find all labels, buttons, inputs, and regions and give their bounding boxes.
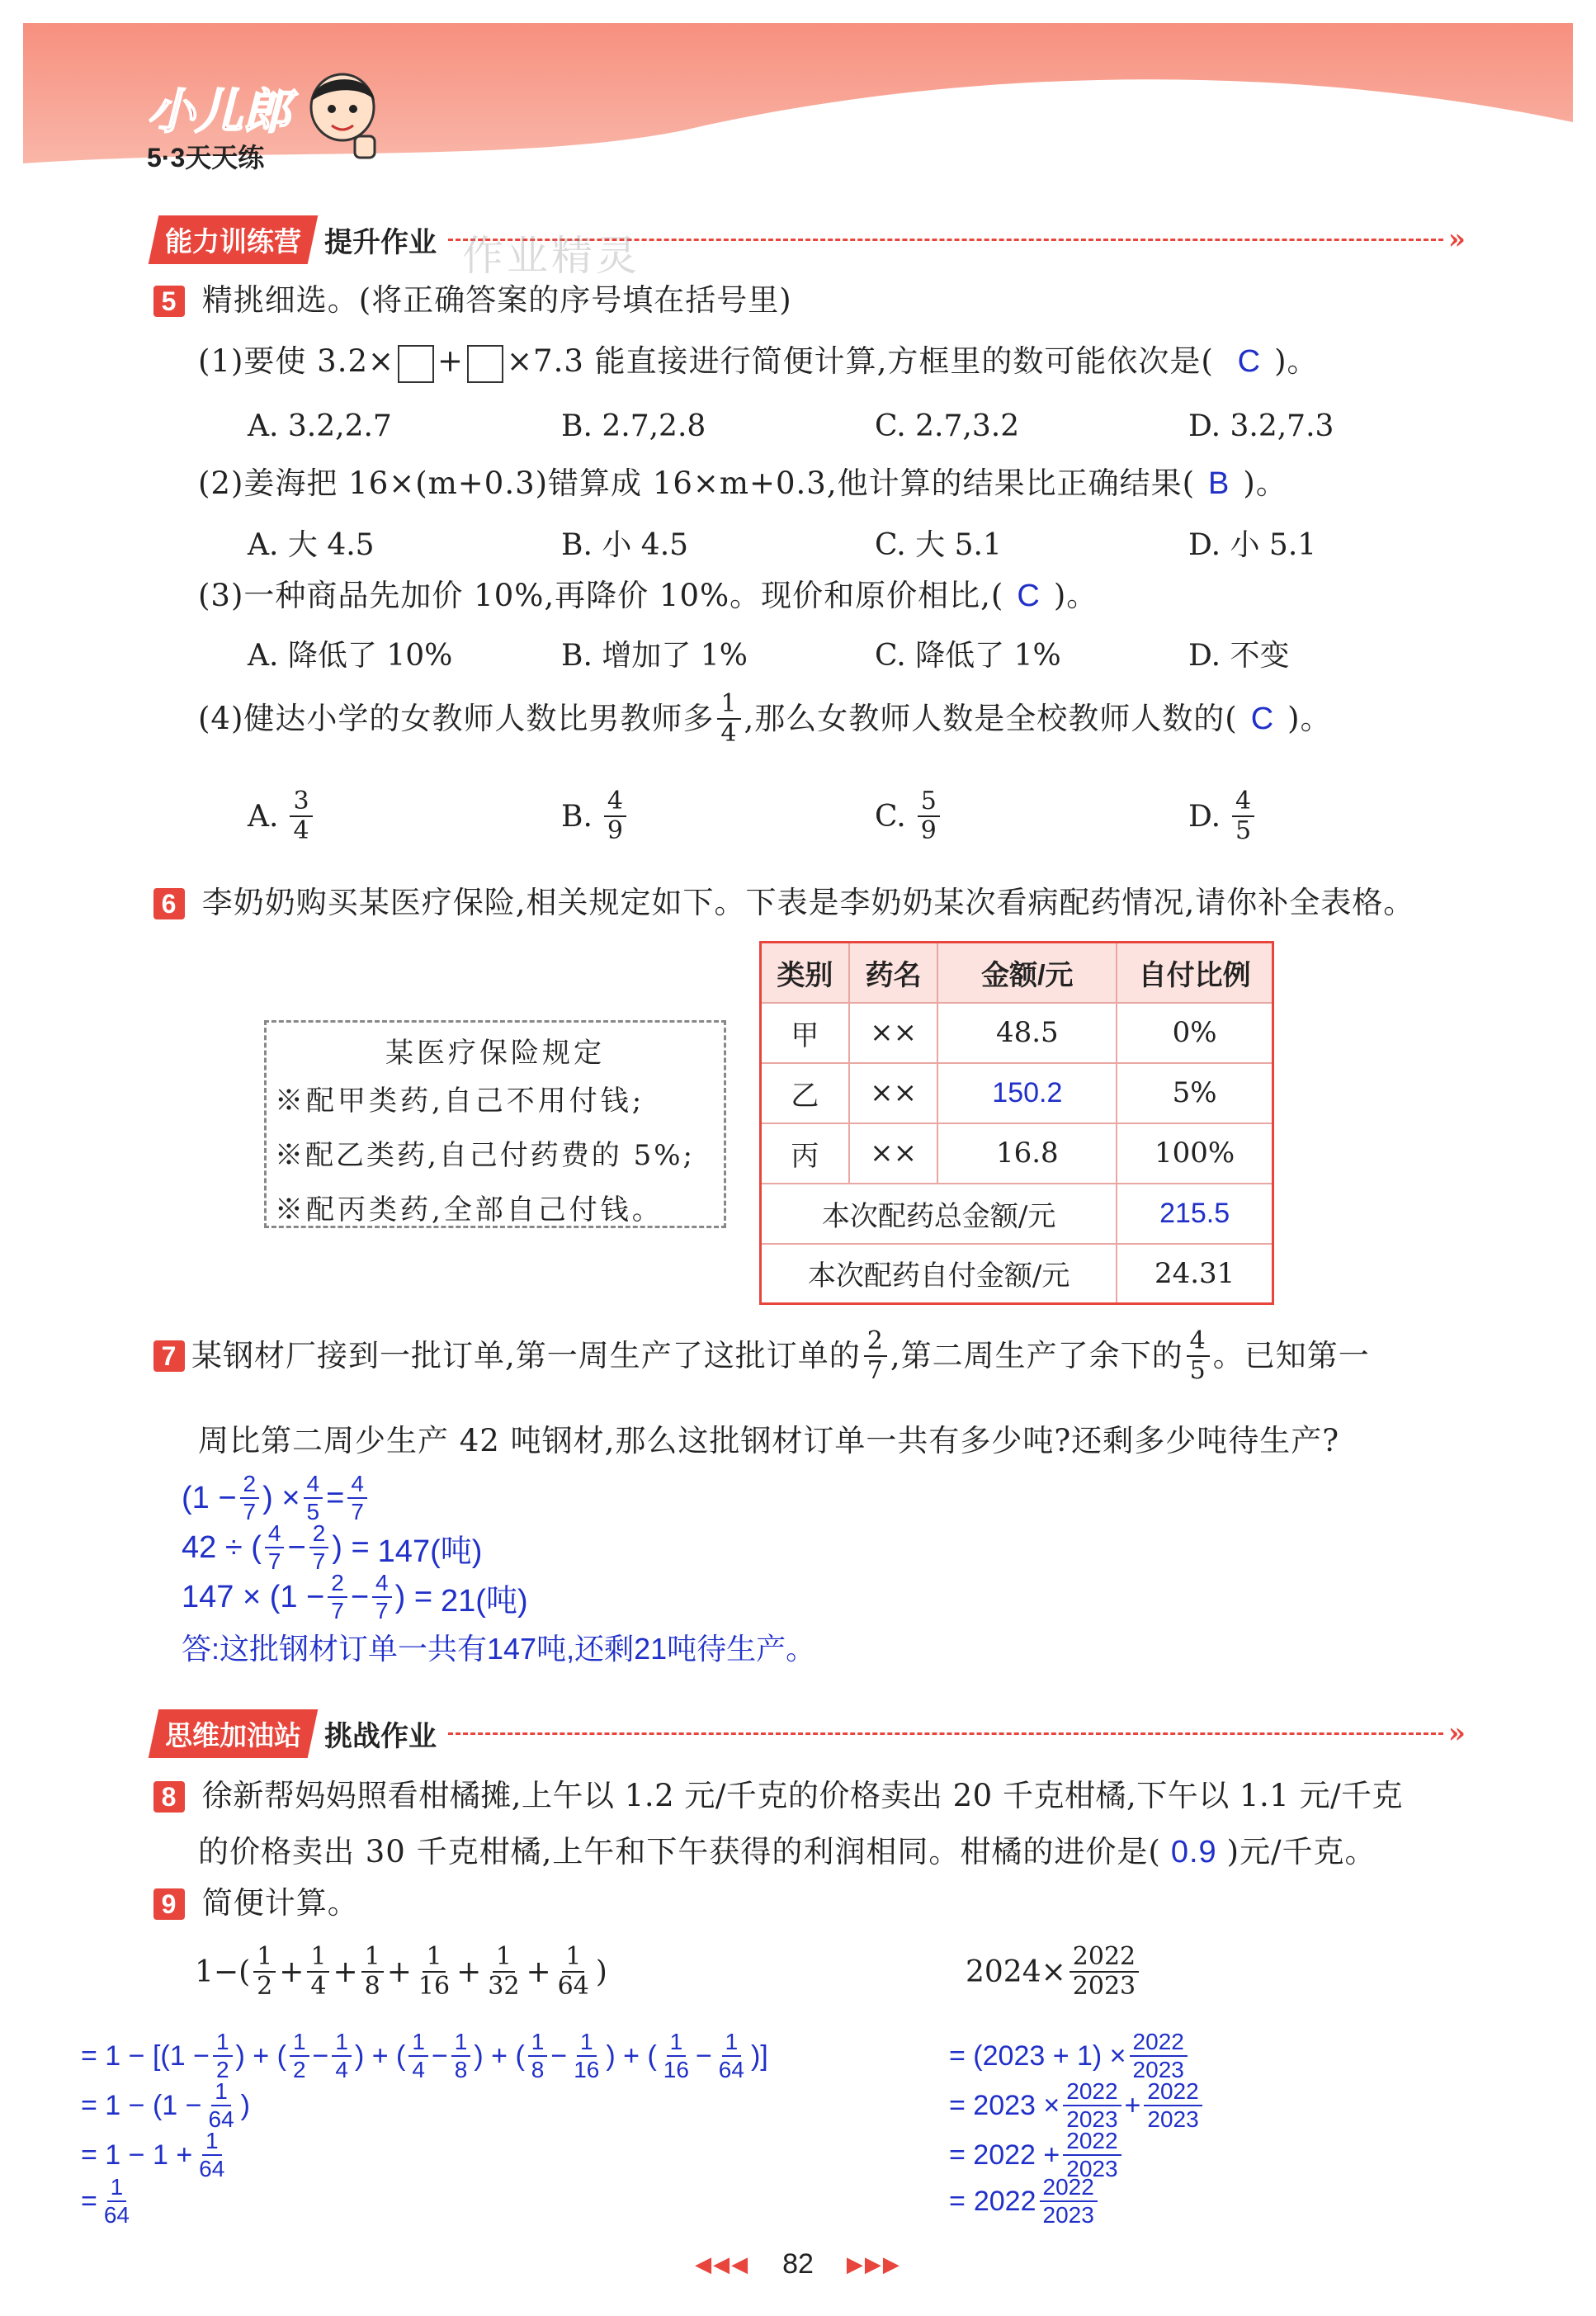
- option-c: C. 2.7,3.2: [875, 409, 1020, 443]
- handwritten-answer: C: [1017, 579, 1041, 613]
- q9-left-work-line2: = 1 − (1 − $\frac{1}{64}$ ): [81, 2078, 250, 2132]
- q7-work-line3: 147 × (1 − $\frac{2}{7}$ − $\frac{4}{7}$ ) = 21(吨): [182, 1570, 528, 1624]
- q9-stem: 9 简便计算。: [153, 1884, 359, 1923]
- fraction: $\frac{2}{7}$: [864, 1329, 887, 1383]
- q7-stem-cont: 周比第二周少生产 42 吨钢材,那么这批钢材订单一共有多少吨?还剩多少吨待生产?: [198, 1423, 1340, 1458]
- handwritten-answer: 215.5: [1117, 1184, 1273, 1244]
- mascot-icon: [305, 66, 380, 165]
- q9-right-work-line3: = 2022 + $\frac{2022}{2023}$: [949, 2129, 1125, 2181]
- q9-left-work-line4: = $\frac{1}{64}$: [81, 2174, 130, 2228]
- section-subtitle: 挑战作业: [324, 1720, 437, 1752]
- q7-work-line1: (1 − $\frac{2}{7}$ ) × $\frac{4}{5}$ = $\frac{4}{7}$: [182, 1472, 371, 1524]
- double-chevron-icon: »: [1447, 1717, 1466, 1750]
- q6-stem: 6 李奶奶购买某医疗保险,相关规定如下。下表是李奶奶某次看病配药情况,请你补全表格。: [153, 883, 1414, 923]
- rules-title: 某医疗保险规定: [385, 1037, 605, 1070]
- q8-line1: 8 徐新帮妈妈照看柑橘摊,上午以 1.2 元/千克的价格卖出 20 千克柑橘,下午以 1.1 元/千克: [153, 1776, 1403, 1816]
- col-header: 金额/元: [937, 943, 1117, 1003]
- handwritten-answer: B: [1208, 466, 1230, 501]
- next-arrows-icon: ▶▶▶: [846, 2252, 901, 2276]
- q8-line2: 的价格卖出 30 千克柑橘,上午和下午获得的利润相同。柑橘的进价是( 0.9 )元/千克。: [198, 1834, 1376, 1869]
- answer-box: [398, 345, 434, 383]
- handwritten-answer: C: [1237, 344, 1262, 379]
- table-row: 甲 ×× 48.5 0%: [761, 1003, 1273, 1063]
- option-d: D. 不变: [1188, 639, 1290, 673]
- medication-table: [759, 941, 1274, 1305]
- watermark: 作业精灵: [462, 233, 640, 279]
- q7-answer: 答:这批钢材订单一共有147吨,还剩21吨待生产。: [182, 1632, 816, 1666]
- q9-right-work-line2: = 2023 × $\frac{2022}{2023}$ + $\frac{2022}{2023}$: [949, 2080, 1206, 2131]
- question-number: 9: [153, 1888, 185, 1920]
- q5-part3: (3)一种商品先加价 10%,再降价 10%。现价和原价相比,( C )。: [198, 578, 1098, 613]
- q9-left-work-line1: = 1 − [(1 − $\frac{1}{2}$ ) + ( $\frac{1}{2}$ − $\frac{1}{4}$ ) + ( $\frac{1}{4}$ − $\frac{1}{8}$ ) + ( $\frac{1}{8}$ − $\frac{1}{16}$ ) + ( $\frac{1}{16}$ − $\frac{1}{64}$ )]: [81, 2029, 768, 2082]
- handwritten-answer: C: [1250, 702, 1275, 736]
- option-d: D. $\frac{4}{5}$: [1188, 789, 1258, 844]
- q5-part1: (1)要使 3.2× + ×7.3 能直接进行简便计算,方框里的数可能依次是( C )。: [198, 342, 1319, 383]
- question-number: 5: [153, 286, 185, 317]
- fraction: $\frac{1}{4}$: [717, 692, 740, 746]
- page-number: 82: [782, 2248, 814, 2280]
- option-d: D. 小 5.1: [1188, 528, 1317, 562]
- col-header: 类别: [761, 943, 849, 1003]
- q5-part1-options: [248, 409, 1386, 443]
- q9-left-work-line3: = 1 − 1 + $\frac{1}{64}$: [81, 2128, 225, 2181]
- q5-part4: (4)健达小学的女教师人数比男教师多 $\frac{1}{4}$ ,那么女教师人数是全校教师人数的( C )。: [198, 689, 1332, 748]
- col-header: 自付比例: [1117, 943, 1273, 1003]
- q9-right-expression: 2024 × $\frac{2022}{2023}$: [966, 1945, 1142, 1999]
- table-row-self-pay: 本次配药自付金额/元 24.31: [761, 1244, 1273, 1304]
- section-tag: 思维加油站: [149, 1709, 319, 1758]
- question-number: 8: [153, 1781, 185, 1813]
- question-number: 6: [153, 888, 185, 919]
- handwritten-answer: 0.9: [1170, 1835, 1217, 1869]
- option-a: A. 降低了 10%: [248, 639, 453, 673]
- rule-item: ※配丙类药,全部自己付钱。: [275, 1193, 663, 1227]
- option-c: C. 降低了 1%: [875, 639, 1061, 673]
- option-b: B. 2.7,2.8: [561, 409, 706, 443]
- answer-box: [467, 345, 503, 383]
- handwritten-answer: 150.2: [937, 1063, 1117, 1123]
- option-b: B. $\frac{4}{9}$: [561, 789, 875, 844]
- page-footer: [0, 2248, 1596, 2281]
- rule-item: ※配甲类药,自己不用付钱;: [275, 1085, 645, 1118]
- rule-item: ※配乙类药,自己付药费的 5%;: [275, 1139, 696, 1172]
- option-b: B. 增加了 1%: [561, 639, 748, 673]
- logo-title: 小儿郎: [147, 85, 291, 139]
- option-c: C. 大 5.1: [875, 528, 1002, 562]
- q7-work-line2: 42 ÷ ( $\frac{4}{7}$ − $\frac{2}{7}$ ) = 147(吨): [182, 1520, 483, 1574]
- question-number: 7: [153, 1340, 185, 1372]
- table-row: 乙 ×× 150.2 5%: [761, 1063, 1273, 1123]
- section-tag: 能力训练营: [149, 215, 319, 264]
- table-header-row: [761, 943, 1273, 1003]
- option-b: B. 小 4.5: [561, 528, 689, 562]
- option-a: A. $\frac{3}{4}$: [248, 789, 561, 844]
- q5-part2: (2)姜海把 16×(m+0.3)错算成 16×m+0.3,他计算的结果比正确结果( B )。: [198, 466, 1287, 501]
- table-row: 丙 ×× 16.8 100%: [761, 1123, 1273, 1184]
- insurance-rules-box: [264, 1020, 726, 1228]
- option-a: A. 3.2,2.7: [248, 409, 392, 443]
- option-d: D. 3.2,7.3: [1188, 409, 1334, 443]
- q5-part2-options: [248, 522, 1386, 564]
- logo-subtitle: 5·3天天练: [147, 143, 265, 173]
- q5-stem: 5 精挑细选。(将正确答案的序号填在括号里): [153, 281, 792, 320]
- section-header-challenge: [153, 1710, 1466, 1756]
- option-c: C. $\frac{5}{9}$: [875, 789, 1188, 844]
- prev-arrows-icon: ◀◀◀: [695, 2252, 750, 2276]
- section-header-training: [153, 216, 1466, 262]
- q5-part4-options: [248, 789, 1386, 844]
- double-chevron-icon: »: [1447, 223, 1466, 256]
- dashed-divider: [448, 1732, 1443, 1735]
- logo: [147, 73, 290, 175]
- section-subtitle: 提升作业: [324, 226, 437, 258]
- q5-part3-options: [248, 632, 1386, 674]
- fraction: $\frac{4}{5}$: [1187, 1329, 1210, 1383]
- table-row-total: 本次配药总金额/元 215.5: [761, 1184, 1273, 1244]
- q9-left-expression: 1−( $\frac{1}{2}$ + $\frac{1}{4}$ + $\frac{1}{8}$ + $\frac{1}{16}$ + $\frac{1}{32}$ + $\frac{1}{64}$ ): [195, 1942, 607, 2001]
- col-header: 药名: [849, 943, 938, 1003]
- q9-right-work-line1: = (2023 + 1) × $\frac{2022}{2023}$: [949, 2030, 1191, 2082]
- q9-right-work-line4: = 2022 $\frac{2022}{2023}$: [949, 2176, 1101, 2227]
- q7-stem: 7 某钢材厂接到一批订单,第一周生产了这批订单的 $\frac{2}{7}$ ,第二周生产了余下的 $\frac{4}{5}$ 。已知第一: [153, 1329, 1370, 1383]
- option-a: A. 大 4.5: [248, 528, 375, 562]
